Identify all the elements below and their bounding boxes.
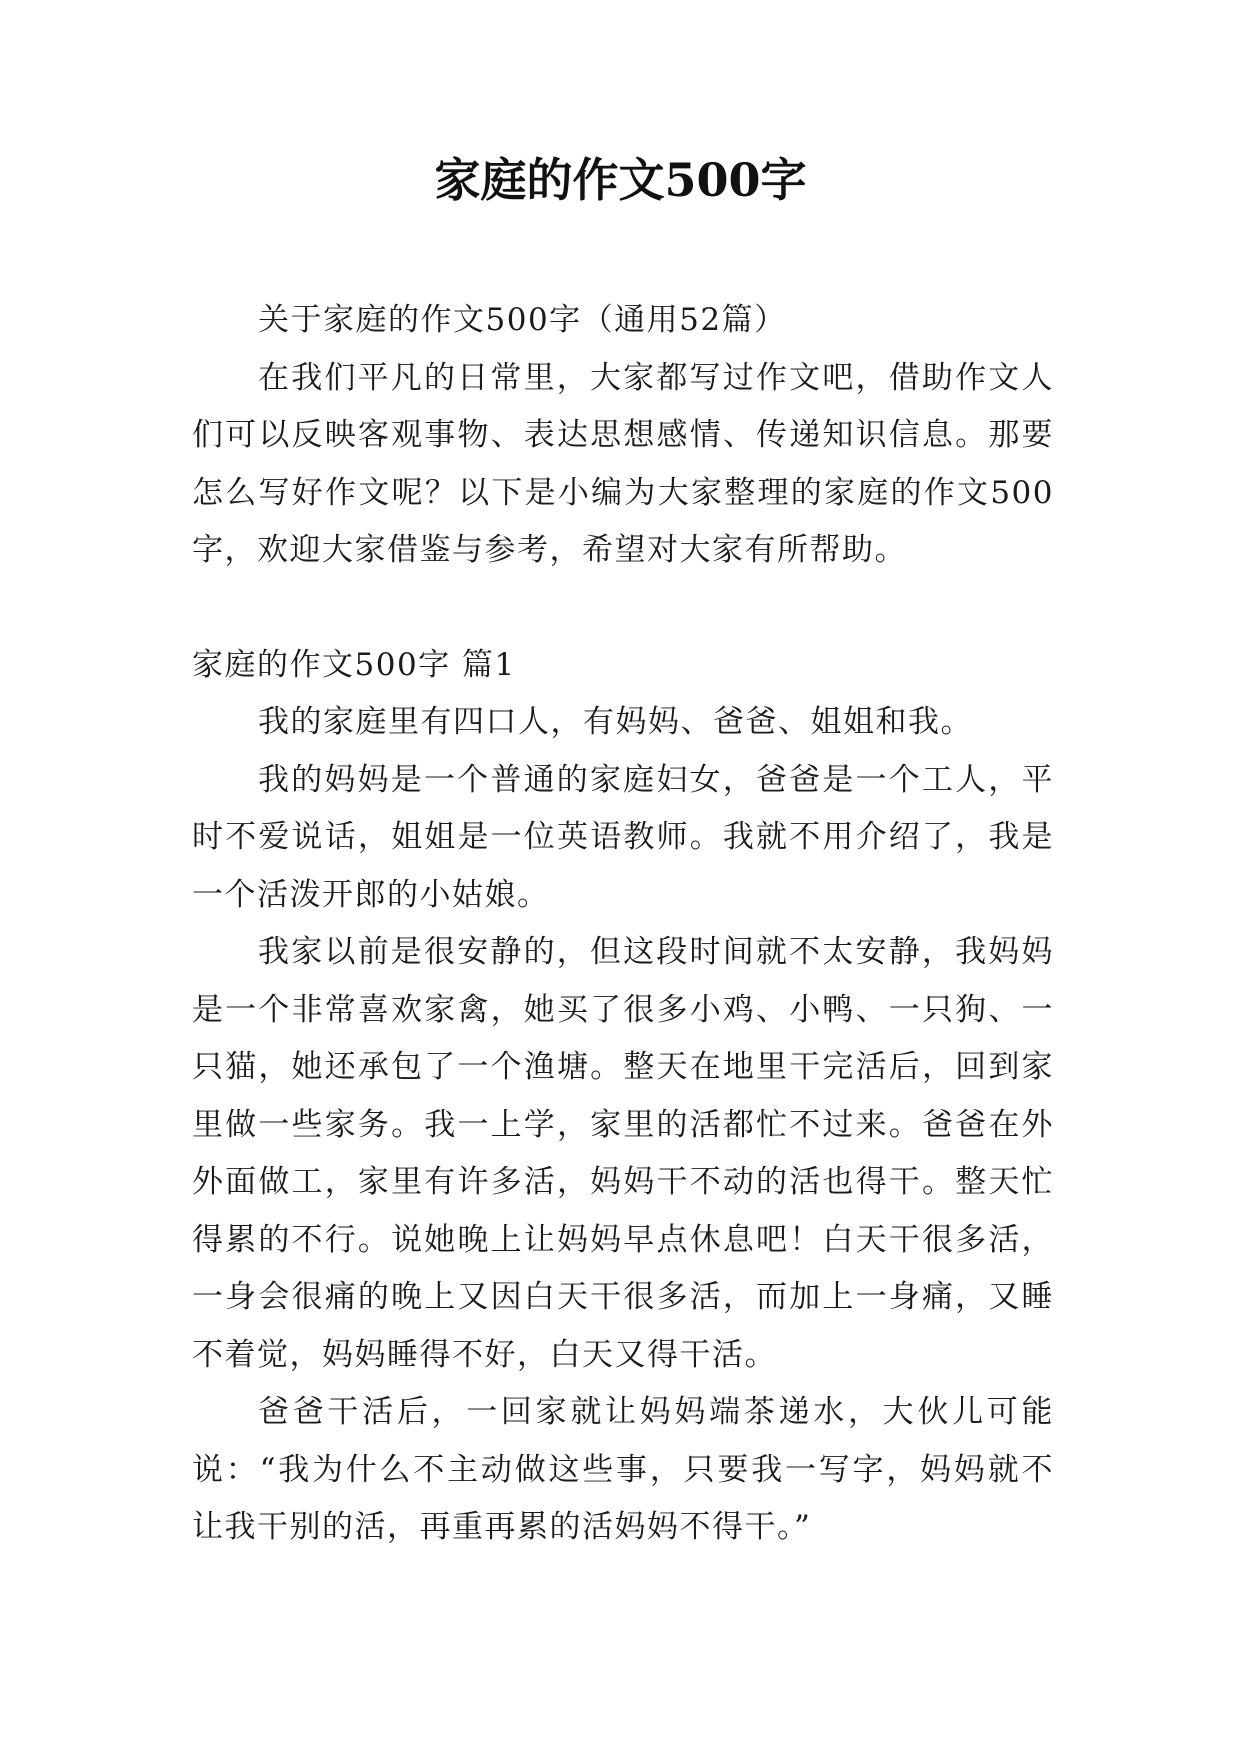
subtitle: 关于家庭的作文500字（通用52篇） — [258, 302, 787, 338]
body-paragraph-1: 我的家庭里有四口人，有妈妈、爸爸、姐姐和我。 — [258, 704, 973, 740]
document-body — [192, 292, 1054, 1557]
intro-paragraph: 在我们平凡的日常里，大家都写过作文吧，借助作文人们可以反映客观事物、表达思想感情、传递知识信息。那要怎么写好作文呢？以下是小编为大家整理的家庭的作文500字，欢迎大家借鉴与参考，希望对大家有所帮助。 — [192, 359, 1054, 568]
document-title: 家庭的作文500字 — [434, 153, 807, 207]
body-paragraph-3: 我家以前是很安静的，但这段时间就不太安静，我妈妈是一个非常喜欢家禽，她买了很多小鸡、小鸭、一只狗、一只猫，她还承包了一个渔塘。整天在地里干完活后，回到家里做一些家务。我一上学，家里的活都忙不过来。爸爸在外外面做工，家里有许多活，妈妈干不动的活也得干。整天忙得累的不行。说她晚上让妈妈早点休息吧！白天干很多活，一身会很痛的晚上又因白天干很多活，而加上一身痛，又睡不着觉，妈妈睡得不好，白天又得干活。 — [192, 934, 1054, 1373]
body-paragraph-2: 我的妈妈是一个普通的家庭妇女，爸爸是一个工人，平时不爱说话，姐姐是一位英语教师。我就不用介绍了，我是一个活泼开郎的小姑娘。 — [192, 761, 1054, 913]
body-paragraph-4: 爸爸干活后，一回家就让妈妈端茶递水，大伙儿可能说：“我为什么不主动做这些事，只要我一写字，妈妈就不让我干别的活，再重再累的活妈妈不得干。” — [192, 1394, 1054, 1545]
section-heading: 家庭的作文500字 篇1 — [192, 646, 516, 683]
